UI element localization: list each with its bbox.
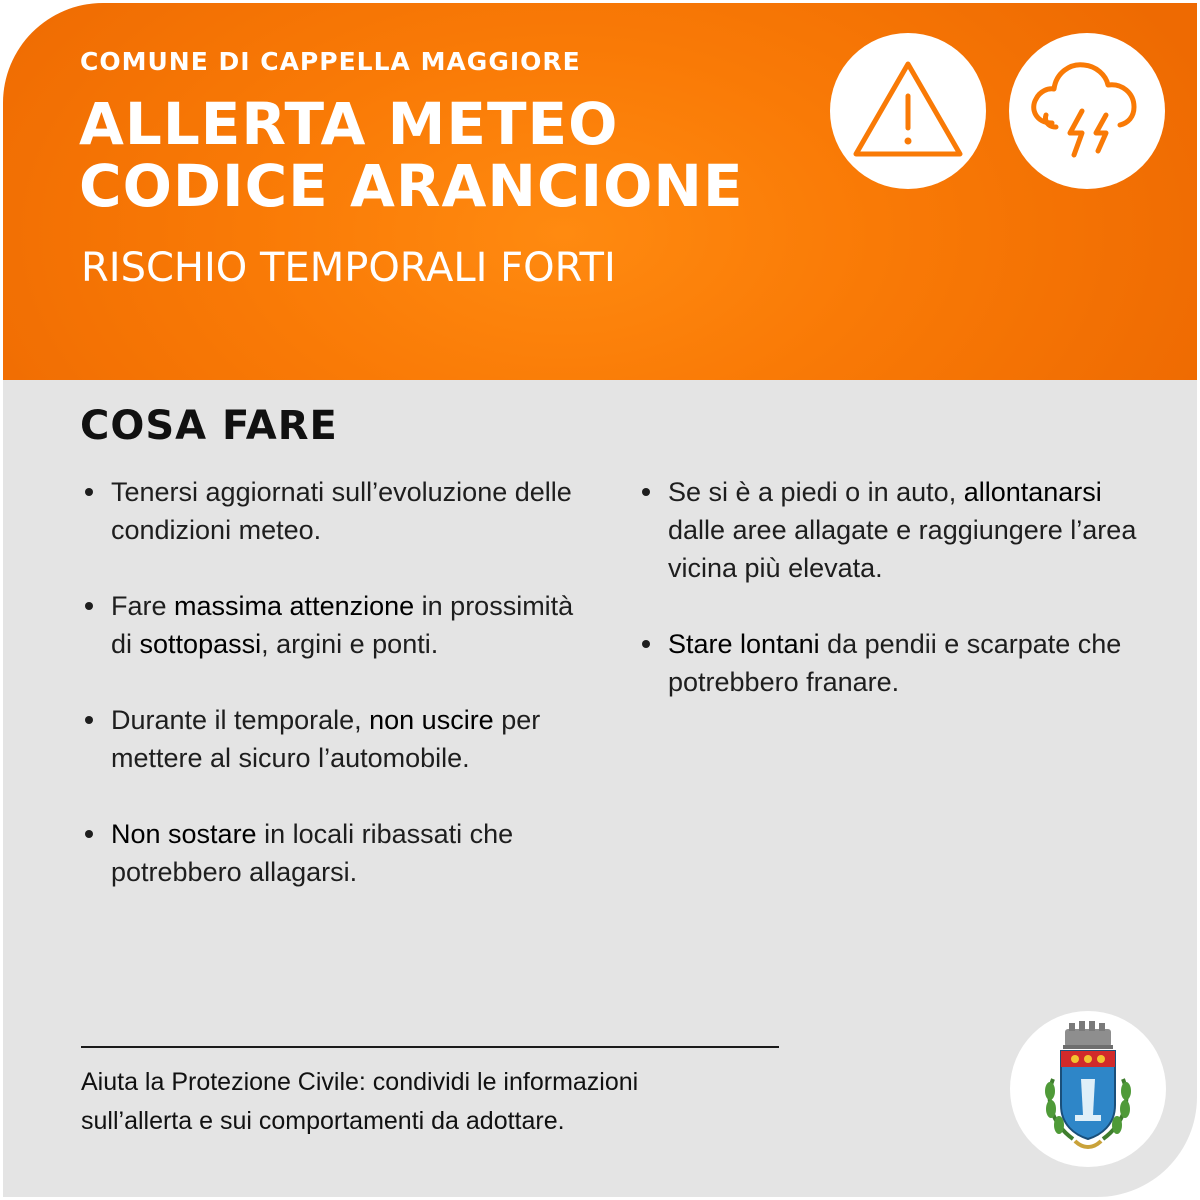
advice-emphasis: non uscire	[369, 705, 494, 735]
section-title: COSA FARE	[80, 403, 338, 449]
bullet-point	[85, 602, 93, 610]
alert-title-line1: ALLERTA METEO	[79, 90, 619, 158]
advice-emphasis: sottopassi	[139, 629, 262, 659]
advice-text: da pendii e scarpate che potrebbero franare.	[668, 629, 1122, 697]
advice-text: Durante il temporale,	[111, 705, 370, 735]
crest-badge	[1010, 1011, 1166, 1167]
warning-badge	[830, 33, 986, 189]
municipal-crest-icon	[1023, 1019, 1153, 1159]
municipality-name: COMUNE DI CAPPELLA MAGGIORE	[80, 47, 581, 76]
bullet-point	[85, 830, 93, 838]
footer-line1: Aiuta la Protezione Civile: condividi le informazioni	[81, 1068, 639, 1096]
alert-subtitle: RISCHIO TEMPORALI FORTI	[81, 245, 616, 291]
advice-text: per mettere al sicuro l’automobile.	[111, 705, 541, 773]
advice-item	[640, 473, 1160, 587]
alert-card	[3, 3, 1197, 1197]
alert-header	[3, 3, 1197, 380]
bullet-point	[85, 716, 93, 724]
storm-badge	[1009, 33, 1165, 189]
advice-text: Tenersi aggiornati sull’evoluzione delle condizioni meteo.	[111, 477, 572, 545]
storm-cloud-icon	[1022, 51, 1152, 171]
advice-item	[83, 701, 583, 777]
advice-emphasis: allontanarsi	[963, 477, 1102, 507]
advice-text: Fare	[111, 591, 175, 621]
advice-text: Se si è a piedi o in auto,	[668, 477, 964, 507]
advice-text: in prossimità di	[111, 591, 574, 659]
advice-list-right	[640, 473, 1160, 739]
footer-divider	[81, 1046, 779, 1048]
alert-title	[79, 90, 744, 220]
bullet-point	[642, 488, 650, 496]
advice-emphasis: Stare lontani	[668, 629, 820, 659]
footer-line2: sull’allerta e sui comportamenti da adottare.	[81, 1107, 565, 1135]
advice-text: in locali ribassati che potrebbero allagarsi.	[111, 819, 514, 887]
advice-text: , argini e ponti.	[261, 629, 439, 659]
advice-item	[83, 473, 583, 549]
warning-triangle-icon	[848, 56, 968, 166]
advice-emphasis: Non sostare	[111, 819, 257, 849]
advice-item	[83, 815, 583, 891]
bullet-point	[85, 488, 93, 496]
advice-list-left	[83, 473, 583, 929]
bullet-point	[642, 640, 650, 648]
advice-emphasis: massima attenzione	[174, 591, 415, 621]
alert-title-line2: CODICE ARANCIONE	[79, 152, 744, 220]
advice-item	[640, 625, 1160, 701]
advice-text: dalle aree allagate e raggiungere l’area vicina più elevata.	[668, 515, 1137, 583]
advice-item	[83, 587, 583, 663]
footer-note	[81, 1063, 801, 1141]
